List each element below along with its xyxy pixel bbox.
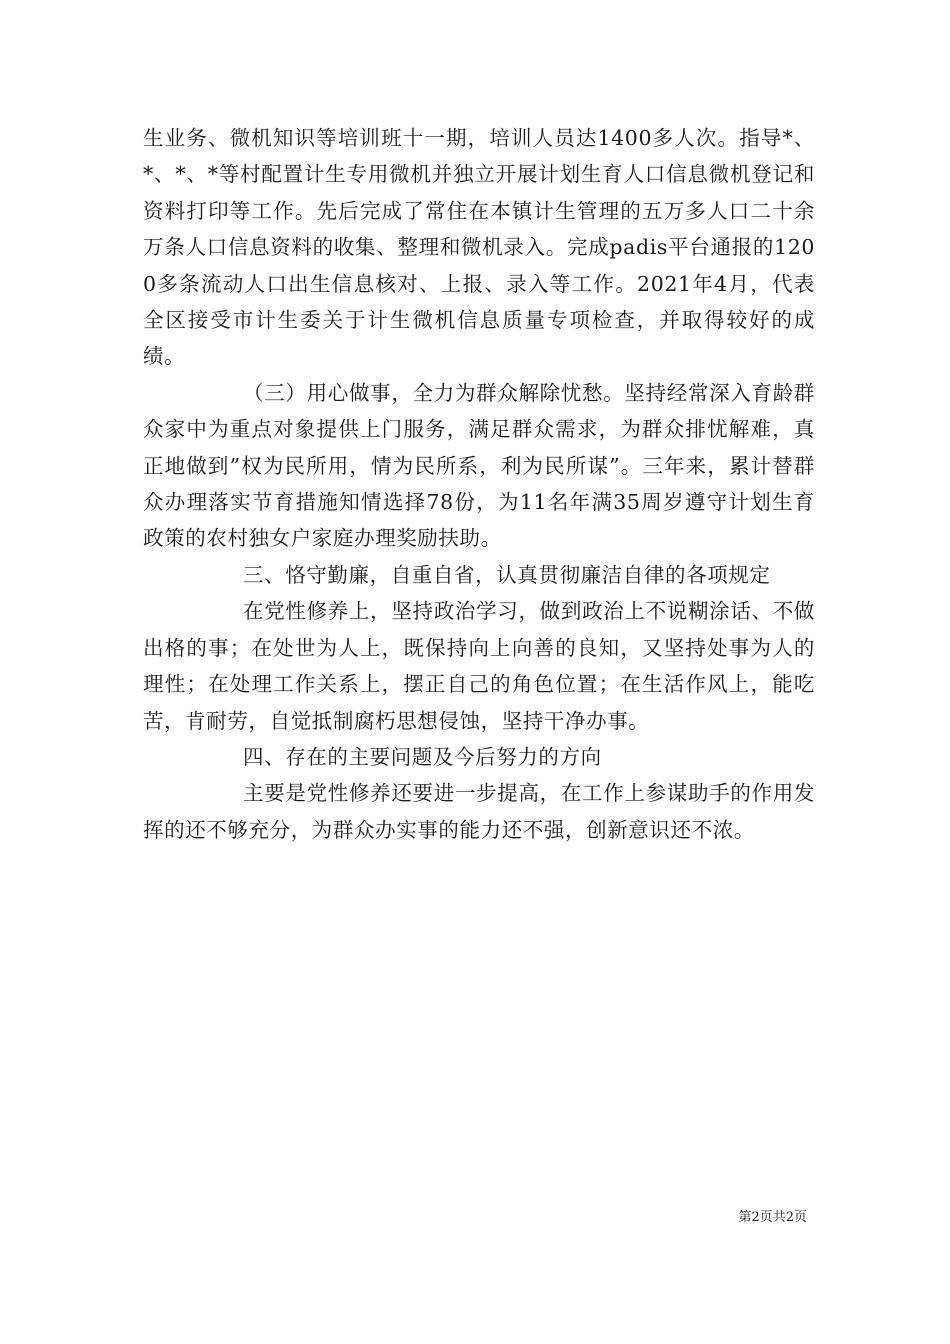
page-number: 第2页共2页	[738, 1210, 807, 1225]
document-body	[143, 120, 815, 848]
paragraph-party-cultivation: 在党性修养上，坚持政治学习，做到政治上不说糊涂话、不做出格的事；在处世为人上，既保持向上向善的良知，又坚持处事为人的理性；在处理工作关系上，摆正自己的角色位置；在生活作风上，能吃苦，肯耐劳，自觉抵制腐朽思想侵蚀，坚持干净办事。	[143, 599, 815, 733]
heading-section-3: 三、恪守勤廉，自重自省，认真贯彻廉洁自律的各项规定	[243, 562, 771, 587]
paragraph-continuation: 生业务、微机知识等培训班十一期，培训人员达1400多人次。指导*、*、*、*等村配置计生专用微机并独立开展计划生育人口信息微机登记和资料打印等工作。先后完成了常住在本镇计生管理的五万多人口二十余万条人口信息资料的收集、整理和微机录入。完成padis平台通报的1200多条流动人口出生信息核对、上报、录入等工作。2021年4月，代表全区接受市计生委关于计生微机信息质量专项检查，并取得较好的成绩。	[143, 126, 815, 369]
paragraph-section-3-item: （三）用心做事，全力为群众解除忧愁。坚持经常深入育龄群众家中为重点对象提供上门服务，满足群众需求，为群众排忧解难，真正地做到”权为民所用，情为民所系，利为民所谋”。三年来，累计替群众办理落实节育措施知情选择78份，为11名年满35周岁遵守计划生育政策的农村独女户家庭办理奖励扶助。	[143, 380, 815, 551]
paragraph-problems: 主要是党性修养还要进一步提高，在工作上参谋助手的作用发挥的还不够充分，为群众办实事的能力还不强，创新意识还不浓。	[143, 781, 815, 842]
heading-section-4: 四、存在的主要问题及今后努力的方向	[243, 744, 602, 769]
